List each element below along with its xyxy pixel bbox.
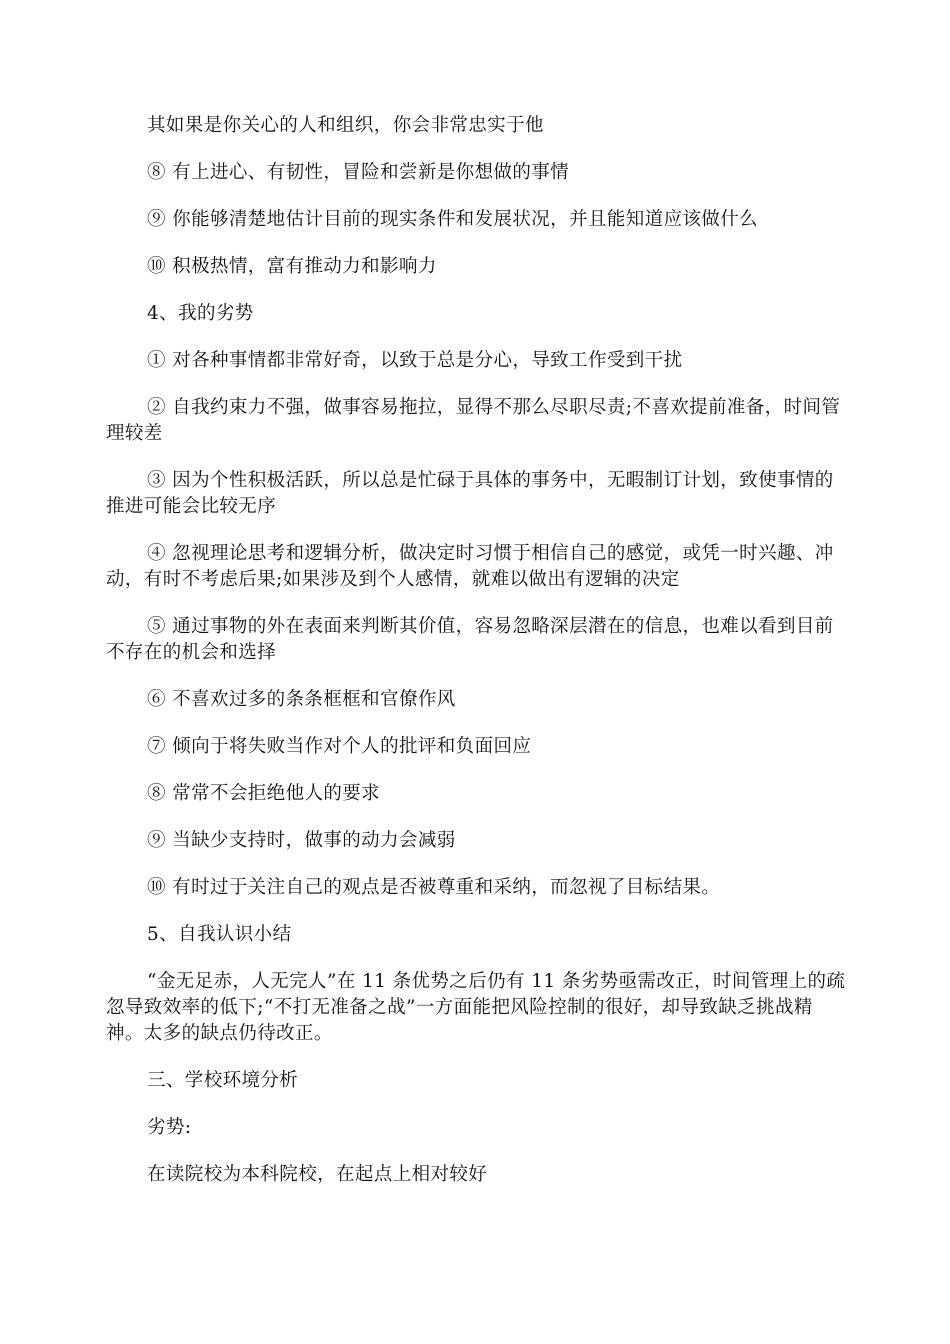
section-heading: 4、我的劣势: [147, 303, 254, 324]
list-item: ⑥ 不喜欢过多的条条框框和官僚作风: [147, 689, 456, 710]
paragraph: 其如果是你关心的人和组织，你会非常忠实于他: [147, 115, 544, 136]
list-item: ③ 因为个性积极活跃，所以总是忙碌于具体的事务中，无暇制订计划，致使事情的推进可能会比较无序: [106, 470, 834, 517]
list-item: ⑩ 积极热情，富有推动力和影响力: [147, 256, 437, 277]
subheading: 劣势:: [147, 1117, 192, 1138]
document-page: [106, 113, 850, 1209]
list-item: ⑩ 有时过于关注自己的观点是否被尊重和采纳，而忽视了目标结果。: [147, 877, 721, 898]
list-item: ④ 忽视理论思考和逻辑分析，做决定时习惯于相信自己的感觉，或凭一时兴趣、冲动，有时不考虑后果;如果涉及到个人感情，就难以做出有逻辑的决定: [106, 543, 834, 590]
list-item: ⑨ 当缺少支持时，做事的动力会减弱: [147, 830, 456, 851]
list-item: ① 对各种事情都非常好奇，以致于总是分心，导致工作受到干扰: [147, 350, 683, 371]
section-heading: 5、自我认识小结: [147, 924, 292, 945]
section-heading: 三、学校环境分析: [147, 1070, 299, 1091]
list-item: ② 自我约束力不强，做事容易拖拉，显得不那么尽职尽责;不喜欢提前准备，时间管理较差: [106, 397, 841, 444]
paragraph: 在读院校为本科院校，在起点上相对较好: [147, 1164, 488, 1185]
list-item: ⑧ 常常不会拒绝他人的要求: [147, 783, 381, 804]
list-item: ⑦ 倾向于将失败当作对个人的批评和负面回应: [147, 736, 532, 757]
list-item: ⑤ 通过事物的外在表面来判断其价值，容易忽略深层潜在的信息，也难以看到目前不存在的机会和选择: [106, 616, 834, 663]
paragraph: “金无足赤，人无完人”在 11 条优势之后仍有 11 条劣势亟需改正，时间管理上的疏忽导致效率的低下;“不打无准备之战”一方面能把风险控制的很好，却导致缺乏挑战精神。太多的缺点仍待改正。: [106, 971, 846, 1044]
list-item: ⑨ 你能够清楚地估计目前的现实条件和发展状况，并且能知道应该做什么: [147, 209, 759, 230]
list-item: ⑧ 有上进心、有韧性，冒险和尝新是你想做的事情: [147, 162, 570, 183]
